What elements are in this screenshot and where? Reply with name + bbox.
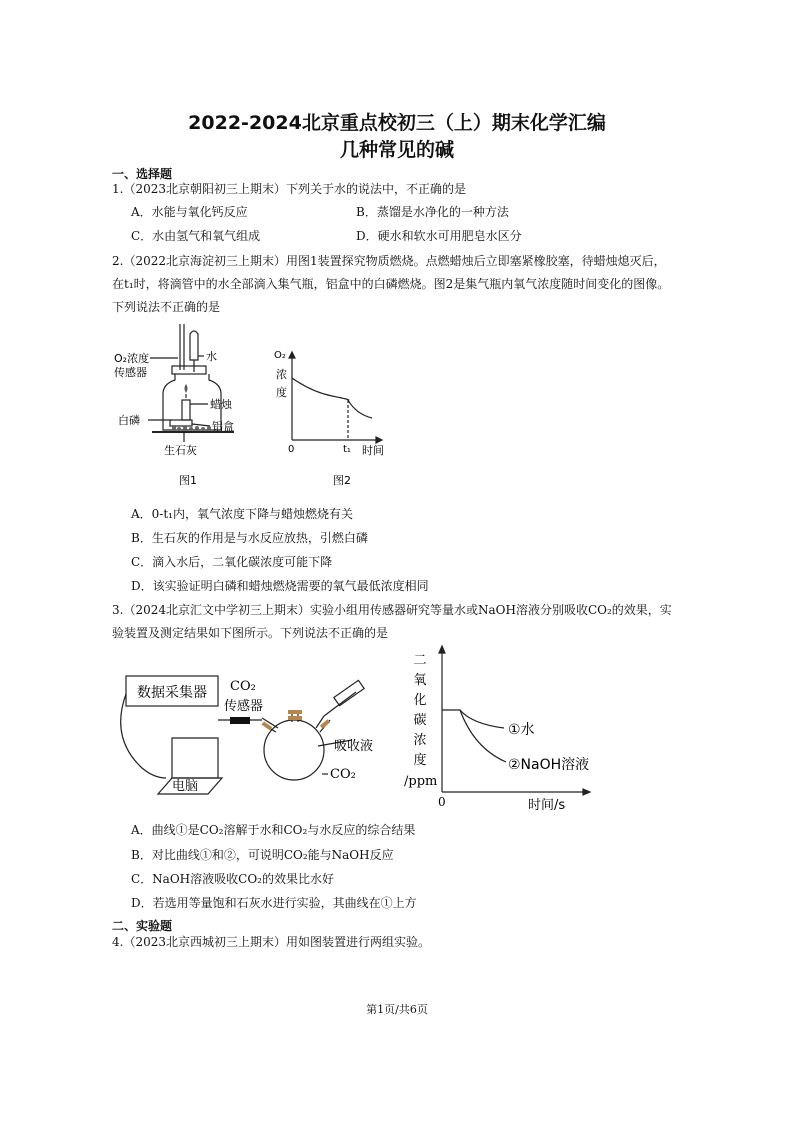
q2-option-a: A．0-t₁内，氧气浓度下降与蜡烛燃烧有关	[131, 507, 353, 521]
fig1-label-sensor-2: 传感器	[114, 366, 147, 379]
fig1-label-lime: 生石灰	[164, 444, 197, 457]
label-sensor: 传感器	[224, 699, 264, 714]
q3-option-b: B．对比曲线①和②，可说明CO₂能与NaOH反应	[131, 848, 394, 862]
page-title: 2022-2024北京重点校初三（上）期末化学汇编	[188, 112, 606, 134]
fig1-label-water: 水	[206, 350, 217, 363]
q1-option-a: A．水能与氧化钙反应	[131, 205, 248, 219]
fig2-t1-tick: t₁	[343, 444, 351, 455]
graph-xlabel: 时间/s	[528, 798, 566, 813]
question-3-stem-line2: 验装置及测定结果如下图所示。下列说法不正确的是	[112, 626, 389, 640]
curve-naoh	[460, 710, 506, 762]
page-footer: 第1页/共6页	[366, 1003, 428, 1016]
label-flask-co2: CO₂	[330, 767, 356, 782]
flame-icon	[185, 384, 188, 393]
fig2-ylabel-1: 浓	[276, 368, 287, 381]
graph-origin: 0	[438, 795, 446, 809]
q3-option-d: D．若选用等量饱和石灰水进行实验，其曲线在①上方	[131, 896, 417, 910]
fig2-xlabel: 时间	[362, 444, 384, 457]
question-2-stem-line2: 在t₁时，将滴管中的水全部滴入集气瓶，铝盒中的白磷燃烧。图2是集气瓶内氧气浓度随时间变化的图像。	[112, 277, 670, 291]
q1-option-c: C．水由氢气和氧气组成	[131, 229, 261, 243]
section-heading-choice: 一、选择题	[112, 167, 173, 181]
label-absorbent: 吸收液	[334, 739, 374, 754]
q1-option-d: D．硬水和软水可用肥皂水区分	[356, 229, 522, 243]
curve-water	[442, 710, 504, 728]
graph-ylabel-char-3: 化	[413, 693, 427, 708]
question-2-stem-line3: 下列说法不正确的是	[112, 300, 221, 314]
figure-1-apparatus	[112, 318, 272, 493]
fig2-ylabel-o2: O₂	[274, 350, 286, 361]
graph-ylabel-char-1: 二	[413, 653, 427, 668]
fig1-label-sensor: O₂浓度	[114, 352, 150, 365]
question-2-stem-line1: 2.（2022北京海淀初三上期末）用图1装置探究物质燃烧。点燃蜡烛后立即塞紧橡胶塞，待蜡烛熄灭后，	[112, 254, 666, 268]
fig1-caption: 图1	[179, 474, 197, 487]
fig2-caption: 图2	[333, 474, 351, 487]
fig1-label-phosphorus: 白磷	[118, 414, 140, 427]
figure-3-graph	[400, 644, 610, 814]
label-co2-sensor: CO₂	[230, 679, 256, 694]
graph-ylabel-char-5: 浓	[413, 733, 427, 748]
figure-3-apparatus	[112, 668, 392, 808]
question-3-stem-line1: 3.（2024北京汇文中学初三上期末）实验小组用传感器研究等量水或NaOH溶液分别吸收CO₂的效果，实	[112, 603, 672, 617]
figure-2-graph	[272, 344, 402, 494]
curve-1-label: ①水	[508, 722, 535, 738]
q3-option-c: C．NaOH溶液吸收CO₂的效果比水好	[131, 872, 334, 886]
graph-y-unit: /ppm	[404, 774, 438, 789]
fig2-origin: 0	[288, 444, 295, 455]
curve-2-label: ②NaOH溶液	[508, 757, 590, 773]
section-heading-experiment: 二、实验题	[112, 919, 173, 933]
graph-ylabel-char-4: 碳	[413, 713, 427, 728]
page-subtitle: 几种常见的碱	[339, 139, 454, 161]
q3-option-a: A．曲线①是CO₂溶解于水和CO₂与水反应的综合结果	[131, 823, 416, 837]
q1-option-b: B．蒸馏是水净化的一种方法	[356, 205, 509, 219]
fig1-label-candle: 蜡烛	[210, 398, 232, 411]
graph-ylabel-char-2: 氧	[413, 673, 427, 688]
fig2-ylabel-2: 度	[276, 386, 287, 399]
q2-option-b: B．生石灰的作用是与水反应放热，引燃白磷	[131, 531, 368, 545]
fig1-label-al-box: 铝盒	[212, 420, 234, 433]
q2-option-d: D．该实验证明白磷和蜡烛燃烧需要的氧气最低浓度相同	[131, 579, 429, 593]
graph-ylabel-char-6: 度	[413, 753, 427, 768]
question-1-stem: 1.（2023北京朝阳初三上期末）下列关于水的说法中，不正确的是	[112, 182, 466, 196]
label-computer: 电脑	[172, 779, 199, 794]
label-data-collector: 数据采集器	[137, 685, 207, 701]
question-4-stem: 4.（2023北京西城初三上期末）用如图装置进行两组实验。	[112, 935, 430, 949]
q2-option-c: C．滴入水后，二氧化碳浓度可能下降	[131, 555, 333, 569]
